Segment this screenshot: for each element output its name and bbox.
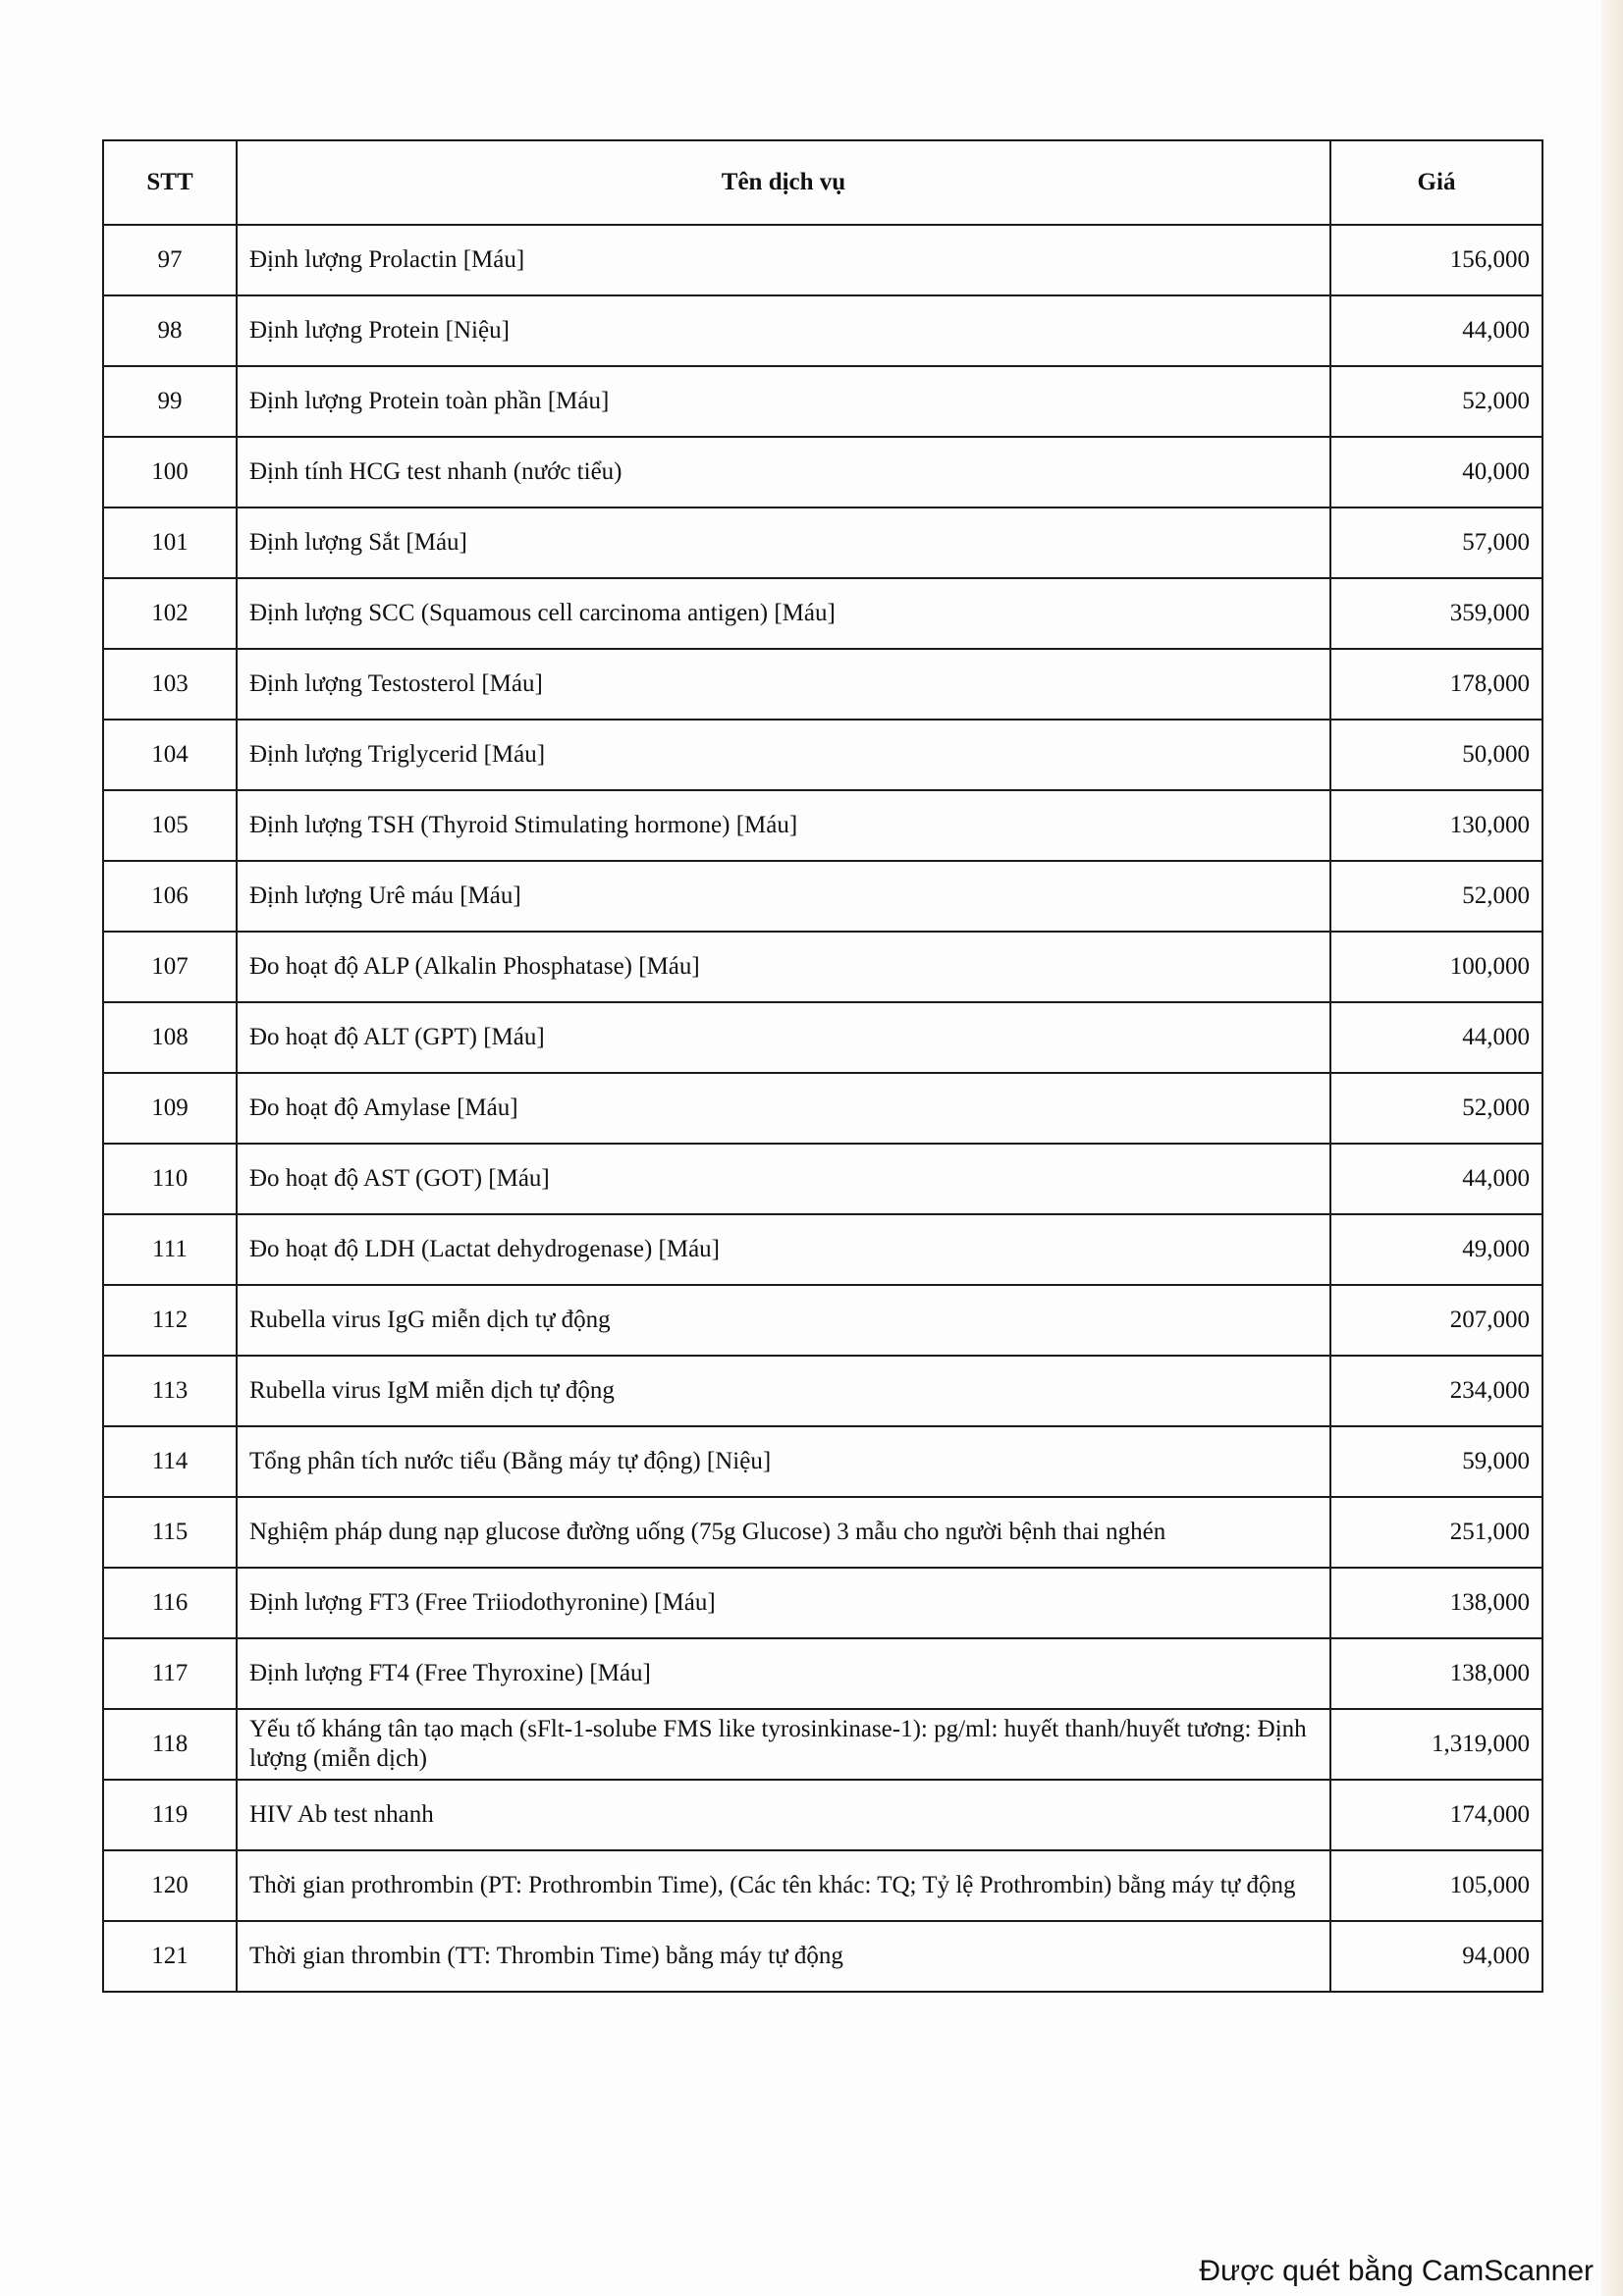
row-stt: 97 (103, 225, 237, 295)
camscanner-stamp: Được quét bằng CamScanner (1199, 2255, 1594, 2287)
table-row (103, 295, 1542, 366)
row-price: 44,000 (1330, 1144, 1542, 1214)
row-price: 52,000 (1330, 861, 1542, 932)
table-row (103, 437, 1542, 507)
row-stt: 101 (103, 507, 237, 578)
page-edge (1601, 0, 1623, 2296)
table-row (103, 366, 1542, 437)
row-service-name: Đo hoạt độ ALP (Alkalin Phosphatase) [Máu] (237, 932, 1330, 1002)
table-row (103, 1568, 1542, 1638)
row-stt: 99 (103, 366, 237, 437)
row-price: 52,000 (1330, 366, 1542, 437)
row-price: 44,000 (1330, 295, 1542, 366)
row-service-name: Yếu tố kháng tân tạo mạch (sFlt-1-solube FMS like tyrosinkinase-1): pg/ml: huyết thanh/huyết tương: Định lượng (miễn dịch) (237, 1709, 1330, 1780)
table-row (103, 1426, 1542, 1497)
row-stt: 108 (103, 1002, 237, 1073)
row-price: 57,000 (1330, 507, 1542, 578)
row-stt: 117 (103, 1638, 237, 1709)
row-service-name: Định lượng Protein toàn phần [Máu] (237, 366, 1330, 437)
row-service-name: Rubella virus IgM miễn dịch tự động (237, 1356, 1330, 1426)
row-service-name: Định lượng TSH (Thyroid Stimulating hormone) [Máu] (237, 790, 1330, 861)
row-service-name: Đo hoạt độ LDH (Lactat dehydrogenase) [Máu] (237, 1214, 1330, 1285)
row-stt: 118 (103, 1709, 237, 1780)
row-service-name: Thời gian prothrombin (PT: Prothrombin Time), (Các tên khác: TQ; Tỷ lệ Prothrombin) bằng máy tự động (237, 1850, 1330, 1921)
row-price: 59,000 (1330, 1426, 1542, 1497)
row-stt: 116 (103, 1568, 237, 1638)
row-stt: 102 (103, 578, 237, 649)
row-price: 44,000 (1330, 1002, 1542, 1073)
row-price: 234,000 (1330, 1356, 1542, 1426)
row-price: 52,000 (1330, 1073, 1542, 1144)
table-row (103, 1144, 1542, 1214)
table-row (103, 1073, 1542, 1144)
row-service-name: Định lượng FT4 (Free Thyroxine) [Máu] (237, 1638, 1330, 1709)
table-row (103, 1638, 1542, 1709)
row-stt: 103 (103, 649, 237, 720)
row-price: 207,000 (1330, 1285, 1542, 1356)
row-stt: 107 (103, 932, 237, 1002)
row-stt: 121 (103, 1921, 237, 1992)
row-service-name: Định lượng Triglycerid [Máu] (237, 720, 1330, 790)
row-service-name: HIV Ab test nhanh (237, 1780, 1330, 1850)
row-service-name: Đo hoạt độ Amylase [Máu] (237, 1073, 1330, 1144)
row-price: 174,000 (1330, 1780, 1542, 1850)
table-row (103, 225, 1542, 295)
table-row (103, 1497, 1542, 1568)
table-row (103, 1709, 1542, 1780)
row-stt: 104 (103, 720, 237, 790)
row-service-name: Định lượng FT3 (Free Triiodothyronine) [Máu] (237, 1568, 1330, 1638)
row-service-name: Định lượng Urê máu [Máu] (237, 861, 1330, 932)
row-price: 138,000 (1330, 1568, 1542, 1638)
row-service-name: Định lượng SCC (Squamous cell carcinoma antigen) [Máu] (237, 578, 1330, 649)
row-stt: 98 (103, 295, 237, 366)
row-stt: 120 (103, 1850, 237, 1921)
row-price: 138,000 (1330, 1638, 1542, 1709)
table-row (103, 649, 1542, 720)
row-stt: 109 (103, 1073, 237, 1144)
row-service-name: Định lượng Testosterol [Máu] (237, 649, 1330, 720)
row-price: 1,319,000 (1330, 1709, 1542, 1780)
row-stt: 106 (103, 861, 237, 932)
table-body (103, 225, 1542, 1992)
header-stt: STT (103, 140, 237, 225)
row-stt: 113 (103, 1356, 237, 1426)
row-price: 50,000 (1330, 720, 1542, 790)
table-row (103, 720, 1542, 790)
row-stt: 114 (103, 1426, 237, 1497)
row-price: 100,000 (1330, 932, 1542, 1002)
header-price: Giá (1330, 140, 1542, 225)
table-row (103, 507, 1542, 578)
row-service-name: Rubella virus IgG miễn dịch tự động (237, 1285, 1330, 1356)
header-service-name: Tên dịch vụ (237, 140, 1330, 225)
row-price: 49,000 (1330, 1214, 1542, 1285)
table-row (103, 1285, 1542, 1356)
table-row (103, 1850, 1542, 1921)
row-price: 94,000 (1330, 1921, 1542, 1992)
row-price: 40,000 (1330, 437, 1542, 507)
row-service-name: Đo hoạt độ ALT (GPT) [Máu] (237, 1002, 1330, 1073)
row-service-name: Định tính HCG test nhanh (nước tiểu) (237, 437, 1330, 507)
row-stt: 100 (103, 437, 237, 507)
row-service-name: Đo hoạt độ AST (GOT) [Máu] (237, 1144, 1330, 1214)
row-price: 105,000 (1330, 1850, 1542, 1921)
row-stt: 105 (103, 790, 237, 861)
row-price: 130,000 (1330, 790, 1542, 861)
row-price: 251,000 (1330, 1497, 1542, 1568)
table-header-row (103, 140, 1542, 225)
row-service-name: Nghiệm pháp dung nạp glucose đường uống (75g Glucose) 3 mẫu cho người bệnh thai nghén (237, 1497, 1330, 1568)
table-row (103, 1356, 1542, 1426)
table-row (103, 790, 1542, 861)
row-service-name: Thời gian thrombin (TT: Thrombin Time) bằng máy tự động (237, 1921, 1330, 1992)
row-price: 156,000 (1330, 225, 1542, 295)
table-row (103, 861, 1542, 932)
table-row (103, 1214, 1542, 1285)
row-service-name: Định lượng Sắt [Máu] (237, 507, 1330, 578)
row-service-name: Định lượng Prolactin [Máu] (237, 225, 1330, 295)
row-stt: 110 (103, 1144, 237, 1214)
row-service-name: Định lượng Protein [Niệu] (237, 295, 1330, 366)
row-stt: 115 (103, 1497, 237, 1568)
table-row (103, 1780, 1542, 1850)
table-row (103, 1921, 1542, 1992)
service-price-table (102, 139, 1543, 1993)
row-service-name: Tổng phân tích nước tiểu (Bằng máy tự động) [Niệu] (237, 1426, 1330, 1497)
row-price: 178,000 (1330, 649, 1542, 720)
table-row (103, 578, 1542, 649)
table-row (103, 932, 1542, 1002)
row-stt: 111 (103, 1214, 237, 1285)
table-row (103, 1002, 1542, 1073)
row-price: 359,000 (1330, 578, 1542, 649)
row-stt: 112 (103, 1285, 237, 1356)
row-stt: 119 (103, 1780, 237, 1850)
